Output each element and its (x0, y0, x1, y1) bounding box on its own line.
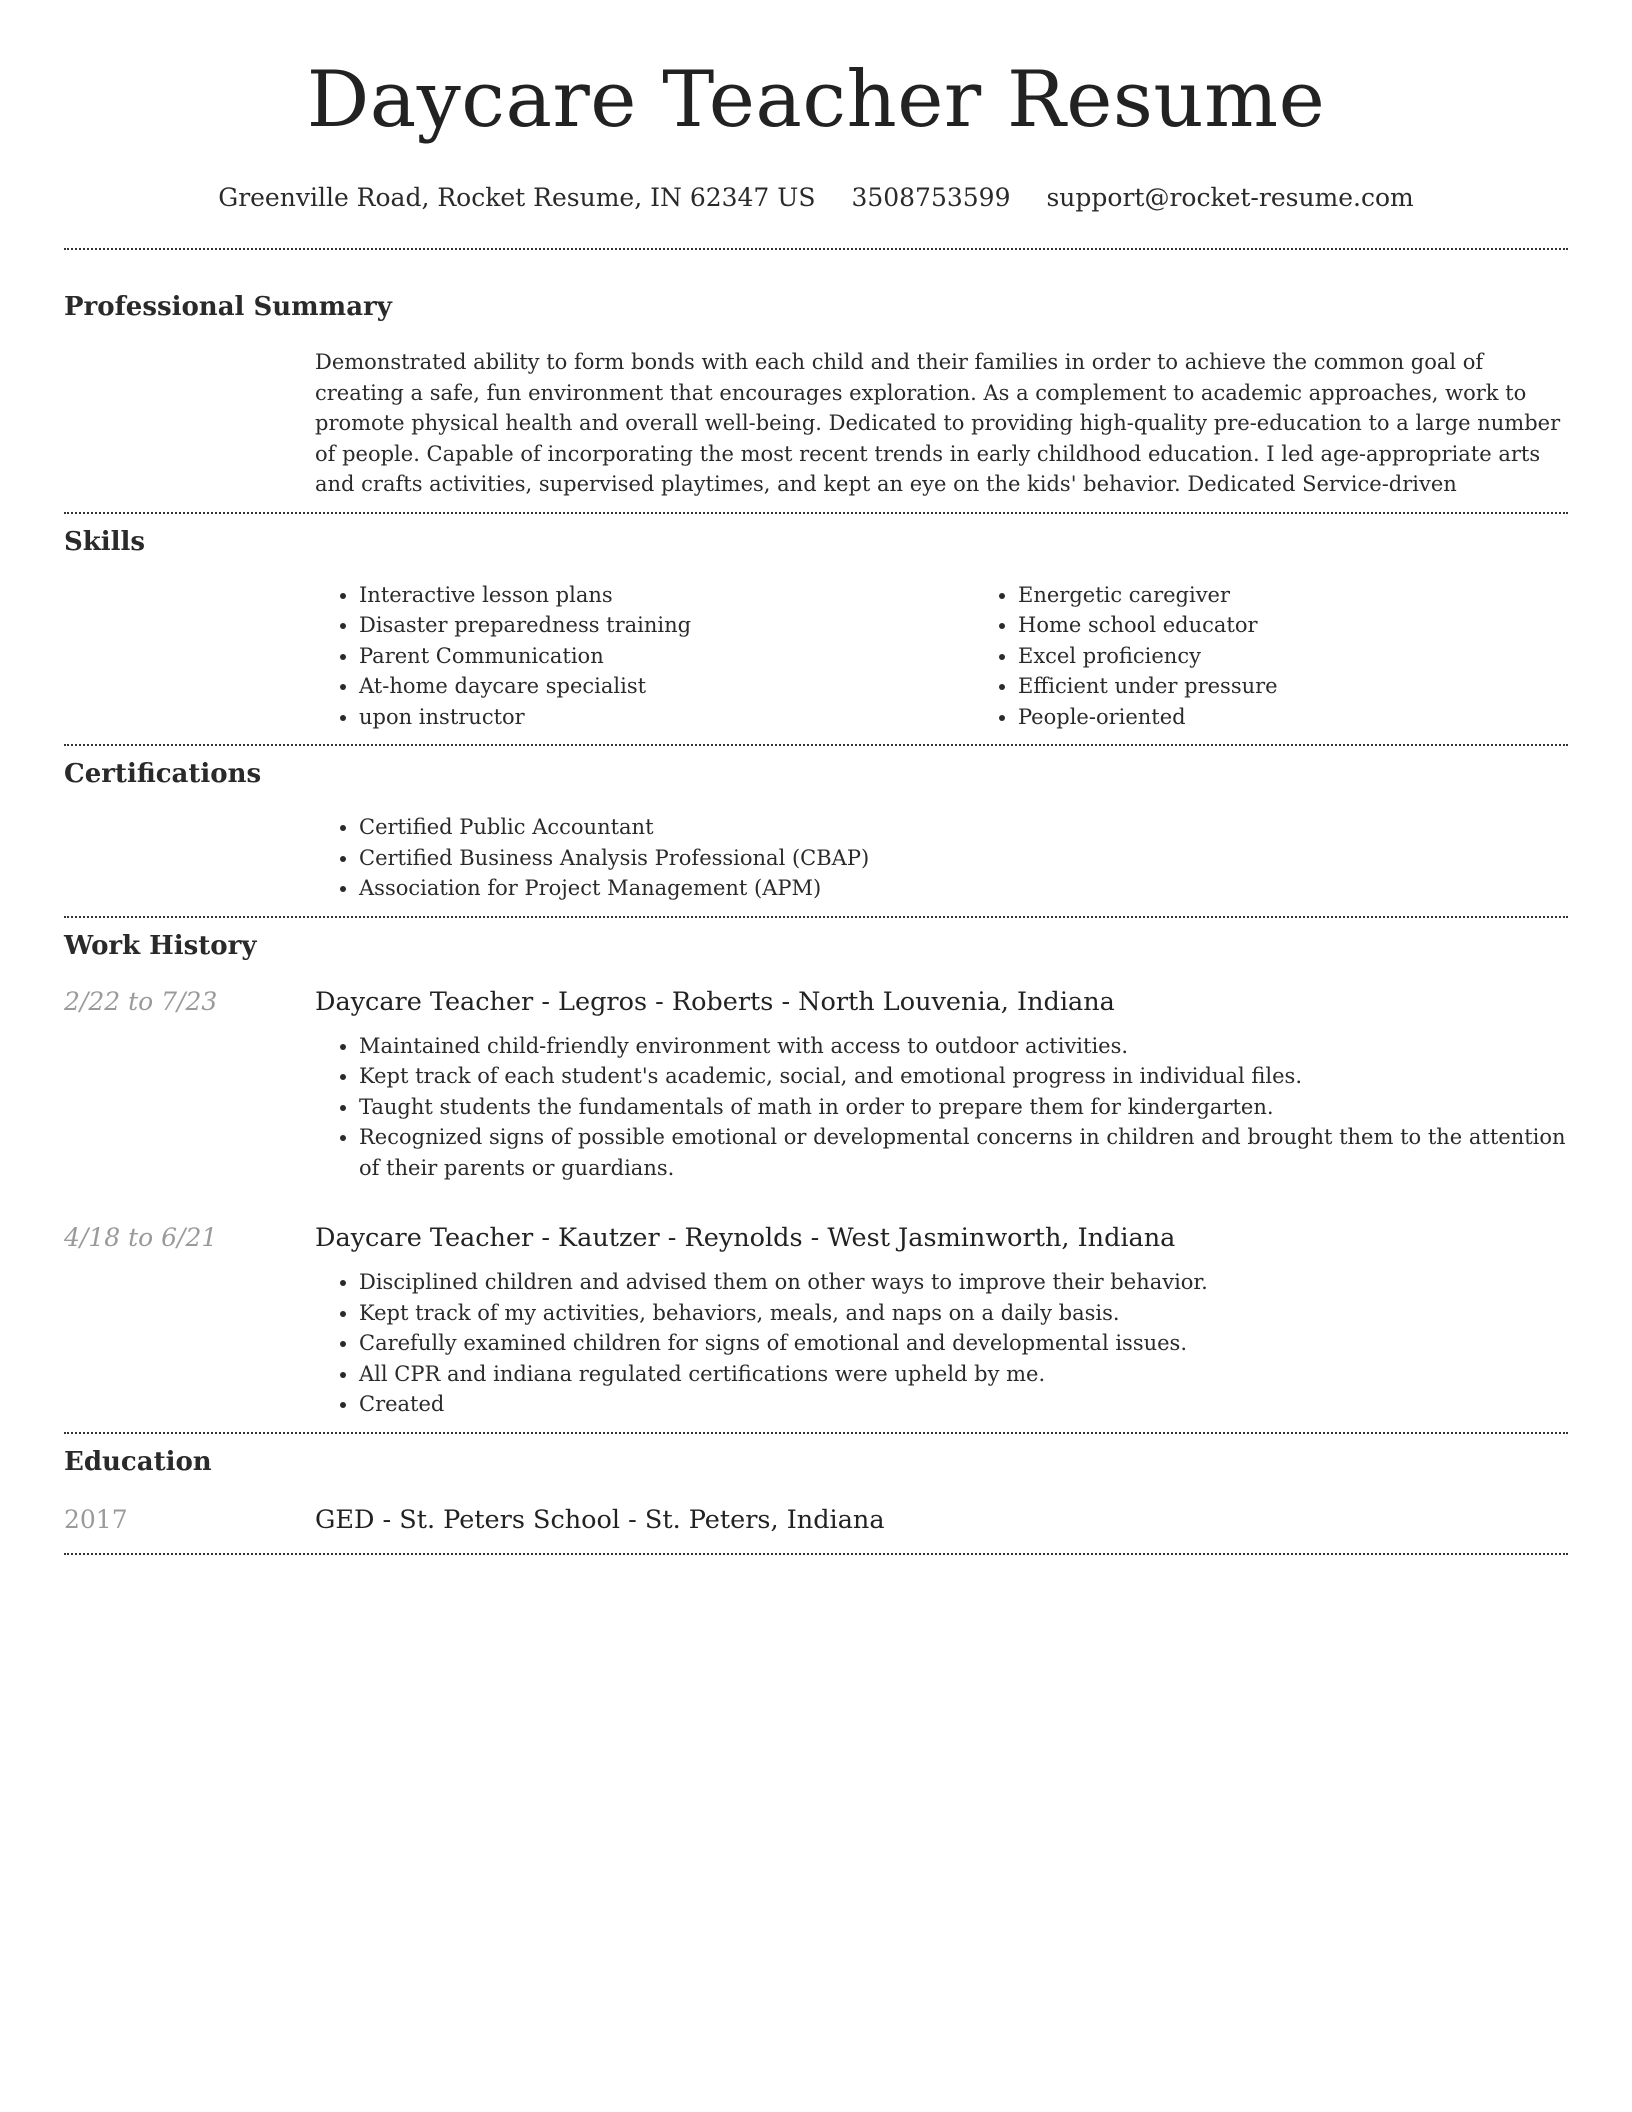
list-item: • People-oriented (1018, 702, 1632, 733)
list-item: • Certified Business Analysis Professional (CBAP) (359, 843, 1568, 874)
skills-list-left (315, 580, 974, 733)
list-item: • Excel proficiency (1018, 641, 1632, 672)
list-item: • Kept track of each student's academic, social, and emotional progress in individual files. (359, 1061, 1568, 1092)
job-bullets (315, 1267, 1568, 1420)
list-item: • upon instructor (359, 702, 974, 733)
education-entry (64, 1503, 1568, 1537)
contact-address: Greenville Road, Rocket Resume, IN 62347 US (218, 183, 816, 212)
divider (64, 1553, 1568, 1555)
list-item: • Disaster preparedness training (359, 610, 974, 641)
divider (64, 744, 1568, 746)
section-title-work: Work History (64, 930, 257, 961)
section-title-skills: Skills (64, 526, 146, 557)
contact-line (64, 182, 1568, 214)
section-title-certifications: Certifications (64, 759, 262, 789)
job-dates: 2/22 to 7/23 (64, 986, 218, 1016)
skills-grid (315, 580, 1632, 733)
resume-page (64, 0, 1568, 1555)
contact-email: support@rocket-resume.com (1046, 183, 1414, 212)
list-item: • Certified Public Accountant (359, 812, 1568, 843)
list-item: • Taught students the fundamentals of math in order to prepare them for kindergarten. (359, 1092, 1568, 1123)
certifications-list (315, 812, 1568, 904)
list-item: • Carefully examined children for signs of emotional and developmental issues. (359, 1328, 1568, 1359)
resume-name: Daycare Teacher Resume (306, 55, 1326, 145)
list-item: • Recognized signs of possible emotional or developmental concerns in children and brought them to the attention of their parents or guardians. (359, 1122, 1568, 1183)
education-section (64, 1445, 1568, 1537)
job-entry (64, 985, 1568, 1184)
summary-section (64, 290, 1568, 500)
divider (64, 248, 1568, 250)
education-degree: GED - St. Peters School - St. Peters, Indiana (315, 1504, 885, 1535)
list-item: • Parent Communication (359, 641, 974, 672)
skills-section (64, 525, 1568, 733)
divider (64, 916, 1568, 918)
work-history-section (64, 929, 1568, 1420)
list-item: • Created (359, 1389, 1568, 1420)
job-title: Daycare Teacher - Kautzer - Reynolds - West Jasminworth, Indiana (315, 1223, 1176, 1253)
summary-text: Demonstrated ability to form bonds with each child and their families in order to achieve the common goal of creating a safe, fun environment that encourages exploration. As a complement to academic approaches, work to promote physical health and overall well-being. Dedicated to providing high-quality pre-education to a large number of people. Capable of incorporating the most recent trends in early childhood education. I led age-appropriate arts and crafts activities, supervised playtimes, and kept an eye on the kids' behavior. Dedicated Service-driven (315, 350, 1561, 496)
list-item: • Association for Project Management (APM) (359, 873, 1568, 904)
list-item: • All CPR and indiana regulated certifications were upheld by me. (359, 1359, 1568, 1390)
divider (64, 1432, 1568, 1434)
section-title-summary: Professional Summary (64, 292, 392, 322)
contact-phone: 3508753599 (851, 183, 1011, 212)
list-item: • Interactive lesson plans (359, 580, 974, 611)
job-dates: 4/18 to 6/21 (64, 1223, 218, 1252)
list-item: • Energetic caregiver (1018, 580, 1632, 611)
job-bullets (315, 1031, 1568, 1184)
job-entry (64, 1221, 1568, 1420)
divider (64, 512, 1568, 514)
list-item: • Home school educator (1018, 610, 1632, 641)
job-title: Daycare Teacher - Legros - Roberts - North Louvenia, Indiana (315, 986, 1115, 1017)
list-item: • Maintained child-friendly environment with access to outdoor activities. (359, 1031, 1568, 1062)
list-item: • Efficient under pressure (1018, 671, 1632, 702)
section-title-education: Education (64, 1446, 212, 1477)
skills-list-right (974, 580, 1632, 733)
certifications-section (64, 757, 1568, 904)
list-item: • Kept track of my activities, behaviors, meals, and naps on a daily basis. (359, 1298, 1568, 1329)
list-item: • At-home daycare specialist (359, 671, 974, 702)
list-item: • Disciplined children and advised them on other ways to improve their behavior. (359, 1267, 1568, 1298)
education-year: 2017 (64, 1504, 128, 1534)
